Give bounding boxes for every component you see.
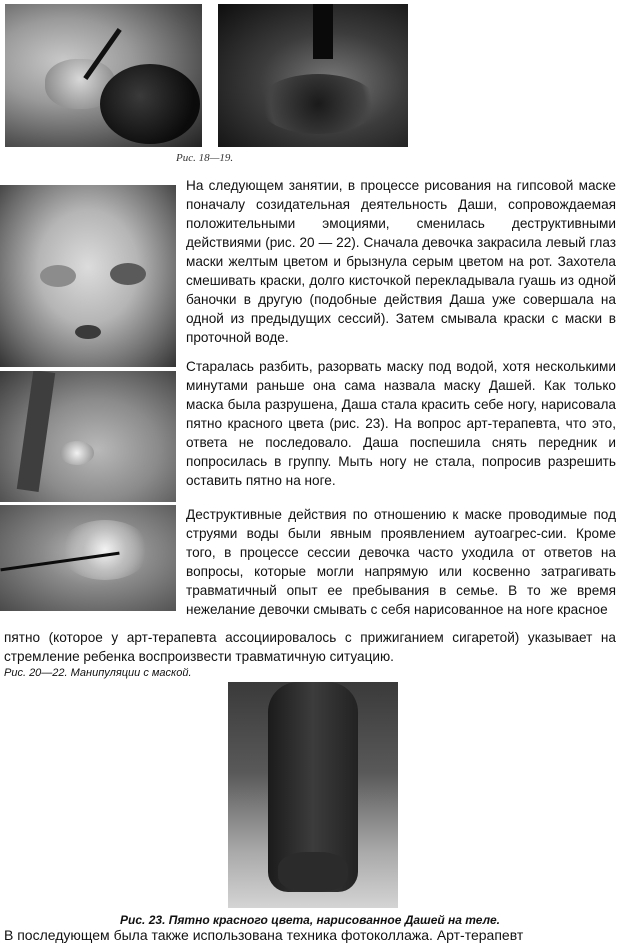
photo-figure-19 <box>218 4 408 147</box>
photo-tap <box>313 4 333 59</box>
photo-figure-22-washing <box>0 505 176 611</box>
mask-mouth <box>75 325 101 339</box>
caption-figure-23: Рис. 23. Пятно красного цвета, нарисованное Дашей на теле. <box>120 913 500 927</box>
caption-figures-18-19: Рис. 18—19. <box>176 152 234 164</box>
paragraph-4: пятно (которое у арт-терапевта ассоциировалось с прижиганием сигаретой) указывает на стремление ребенка воспроизвести травматичную ситуацию. <box>4 630 616 664</box>
photo-figure-21-foot <box>0 371 176 502</box>
paragraph-bottom: В последующем была также использована техника фотоколлажа. Арт-терапевт <box>4 927 524 943</box>
photo-figure-18 <box>5 4 202 147</box>
photo-dark-mass <box>100 64 200 144</box>
paragraph-2: Старалась разбить, разорвать маску под водой, хотя несколькими минутами раньше она сама назвала маску Дашей. Как только маска была разрушена, Даша стала красить себе ногу, нарисовала пятно красного цвета (рис. 23). На вопрос арт-терапевта, что это, ответа не последовало. Даша поспешила снять передник и попросилась в группу. Мыть ногу не стала, попросив разрешить оставить пятно на ноге. <box>186 359 616 488</box>
paragraph-3: Деструктивные действия по отношению к маске проводимые под струями воды были явным проявлением аутоагрес-сии. Кроме того, в процессе сессии девочка часто уходила от ответов на вопросы, которые могли напрямую или косвенно затрагивать травматичный опыт ее пребывания в семье. В то же время нежелание девочки смывать с себя нарисованное на ноге красное <box>186 507 616 617</box>
photo-water-splash <box>60 520 150 580</box>
photo-figure-20-mask <box>0 185 176 367</box>
photo-foot <box>278 852 348 892</box>
mask-left-eye <box>40 265 76 287</box>
photo-figure-23-leg <box>228 682 398 908</box>
photo-spot <box>60 441 94 465</box>
mask-right-eye <box>110 263 146 285</box>
photo-leg <box>17 371 55 492</box>
paragraph-1: На следующем занятии, в процессе рисования на гипсовой маске поначалу созидательная деятельность Даши, сопровождаемая положительными эмоциями, сменилась деструктивными действиями (рис. 20 — 22). Сначала девочка закрасила левый глаз маски желтым цветом и брызнула серым цветом на рот. Захотела смешивать краски, долго кисточкой перекладывала гуашь из одной баночки в другую (подобные действия Даша уже совершала на одной из предыдущих сессий). Затем смывала краски с маски в проточной воде. <box>186 178 616 345</box>
caption-figures-20-22: Рис. 20—22. Манипуляции с маской. <box>4 667 192 679</box>
photo-dark-mass <box>258 74 378 134</box>
